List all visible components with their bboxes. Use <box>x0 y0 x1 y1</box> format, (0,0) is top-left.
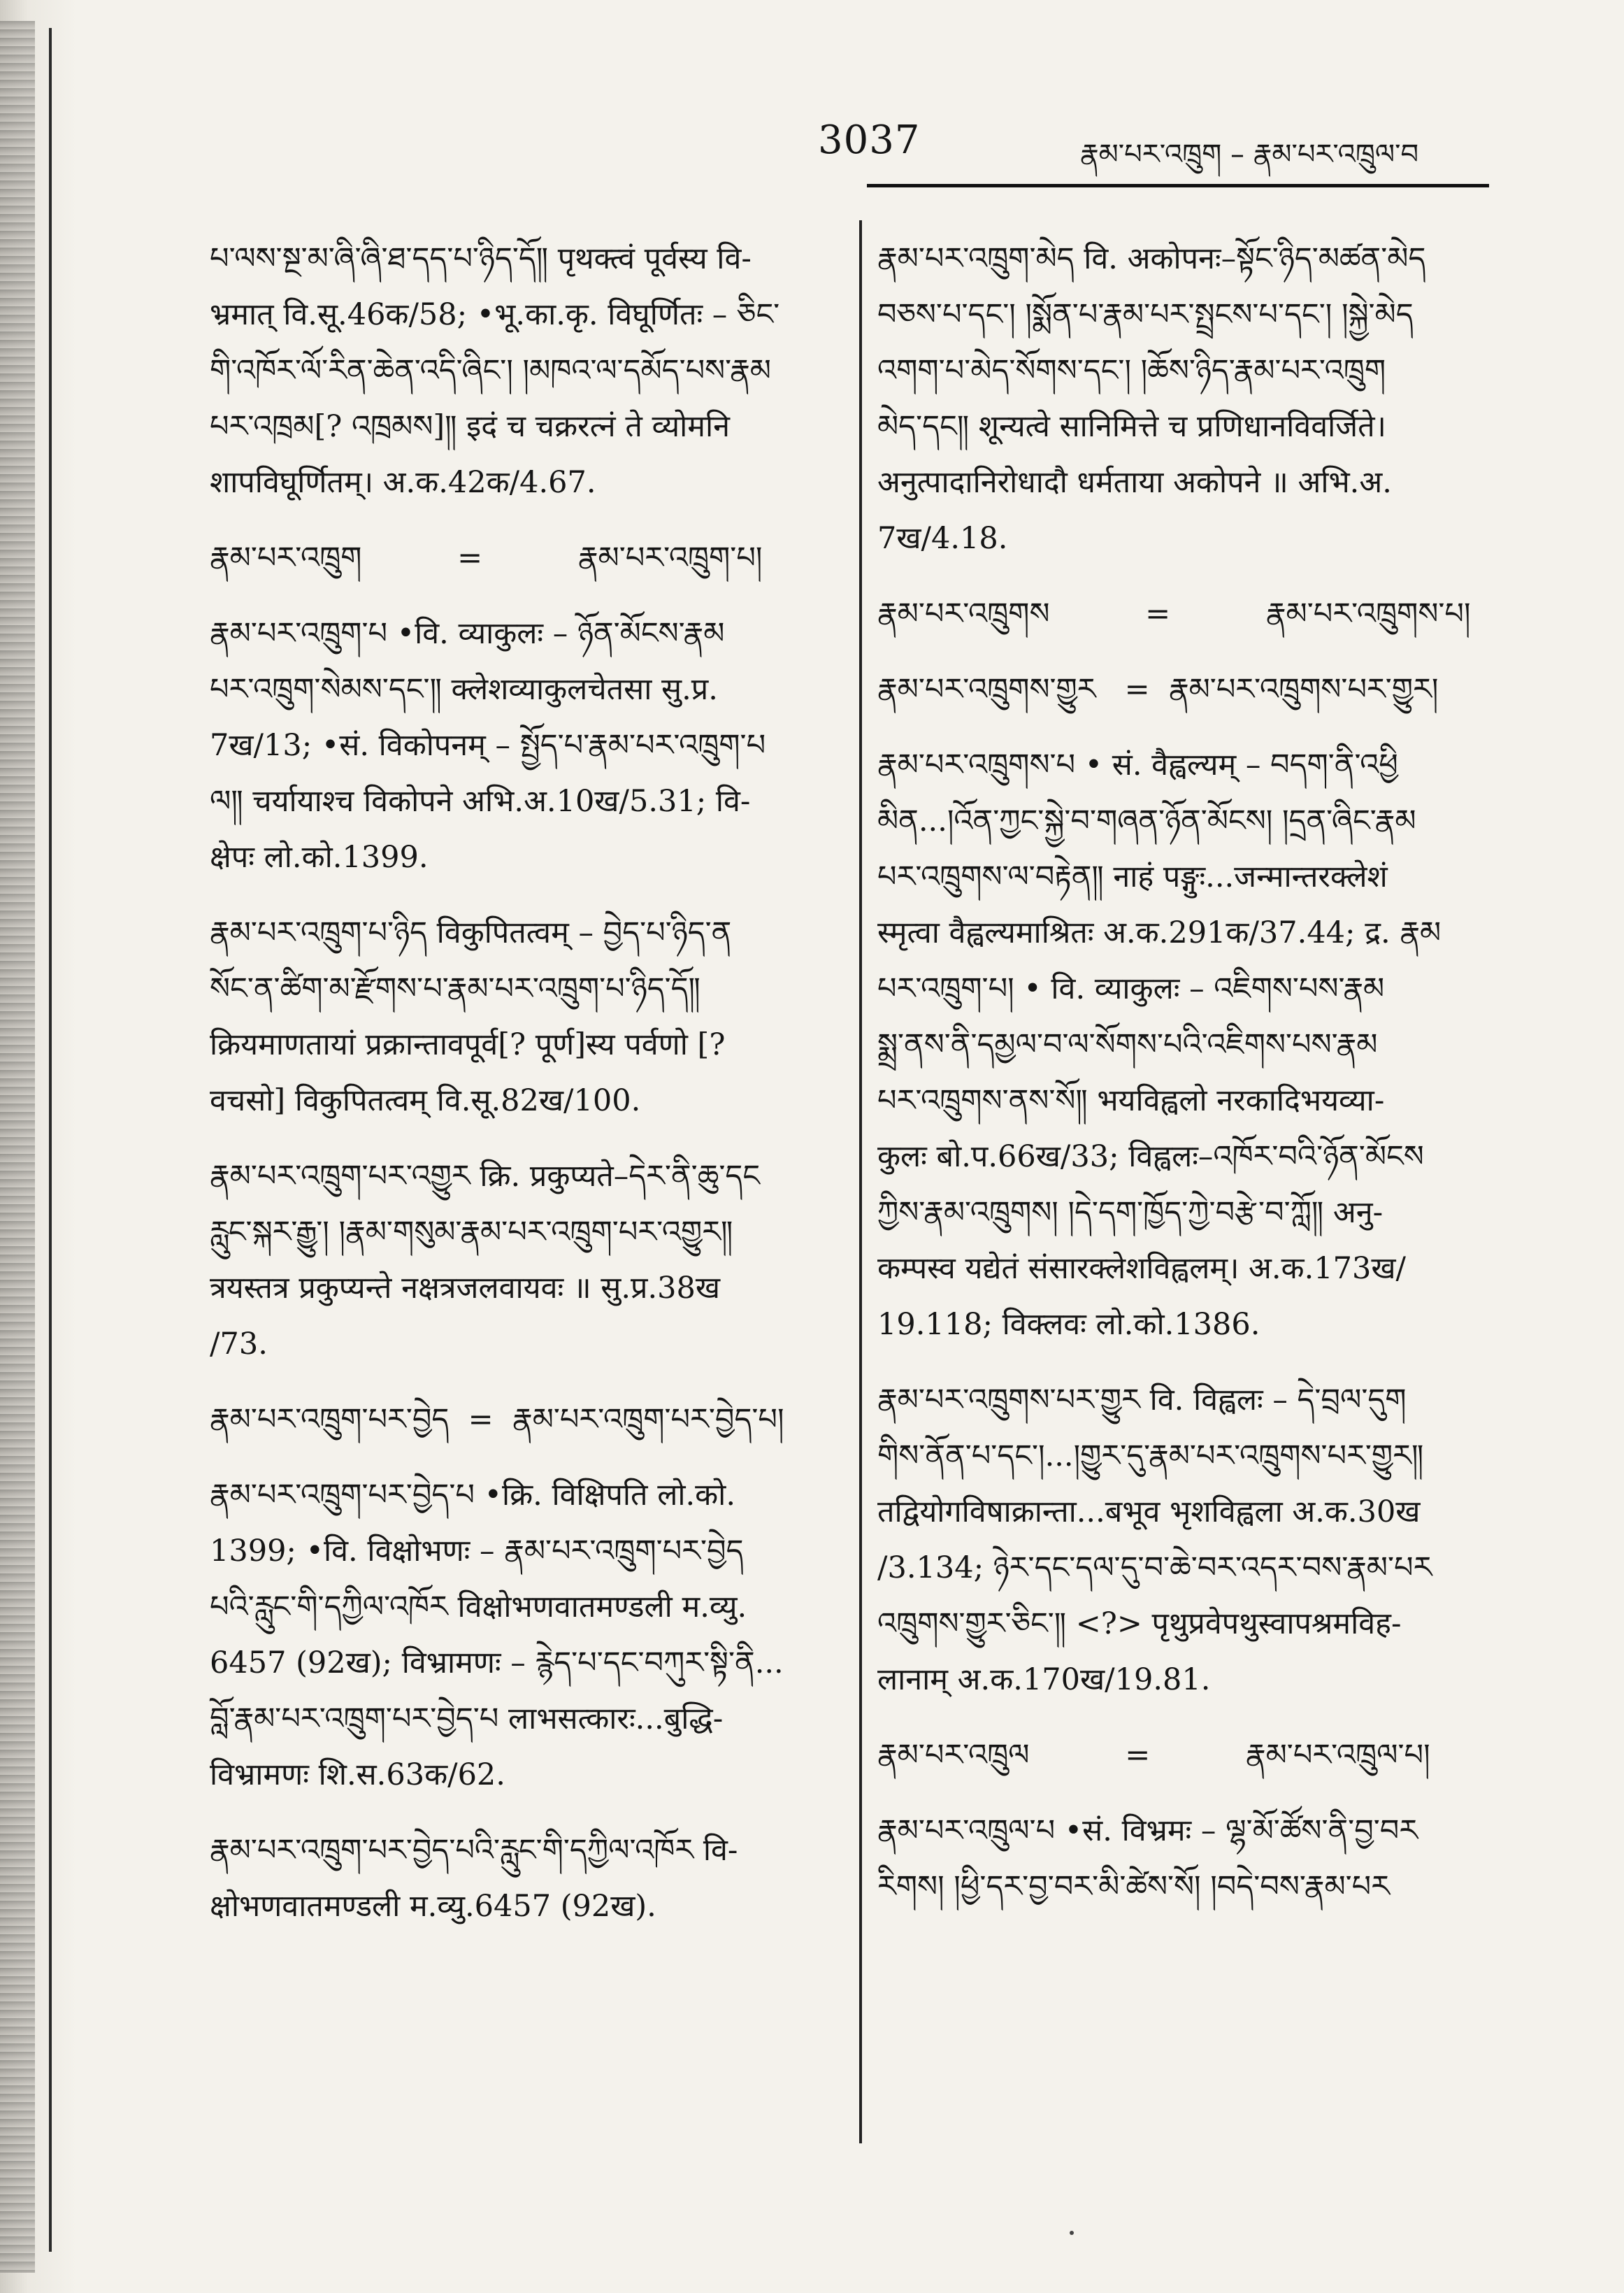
cross-reference-entry: རྣམ་པར་འཁྲུག = རྣམ་པར་འཁྲུག་པ། <box>210 541 763 576</box>
left-column <box>210 231 825 1954</box>
dictionary-entry: རྣམ་པར་འཁྲུགས་པ • सं. वैह्वल्यम् – བདག་ནི་འཕྱི མིན...།འོན་ཀྱང་སྐྱེ་བ་གཞན་ཉོན་མོངས། །དྲན་ཞིང་རྣམ པར་འཁྲུགས་ལ་བརྟེན༎ नाहं पङ्गुः...जन्मान्तरक्लेशं स्मृत्वा वैह्वल्यमाश्रितः अ.क.291क/37.44; द्र. རྣམ པར་འཁྲུག་པ། • वि. व्याकुलः – འཇིགས་པས་རྣམ སྨྲ་ནས་ནི་དམྱལ་བ་ལ་སོགས་པའི་འཇིགས་པས་རྣམ པར་འཁྲུགས་ནས་སོ༎ भयविह्वलो नरकादिभयव्या- कुलः बो.प.66ख/33; विह्वलः–འཁོར་བའི་ཉོན་མོངས ཀྱིས་རྣམ་འཁྲུགས། །དེ་དག་ཁྱོད་ཀྱེ་བརྩེ་བ་ཀློ༎ अनु- कम्पस्व यद्येतं संसारक्लेशविह्वलम्। अ.क.173ख/ 19.118; विक्लवः लो.को.1386. <box>877 748 1442 1342</box>
cross-reference-entry: རྣམ་པར་འཁྲུགས = རྣམ་པར་འཁྲུགས་པ། <box>877 597 1471 631</box>
dictionary-entry: རྣམ་པར་འཁྲུག་མེད वि. अकोपनः–སྟོང་ཉིད་མཚན་མེད བཅས་པ་དང་། །སྨོན་པ་རྣམ་པར་སྤྲངས་པ་དང་། །སྐྱེ་མེད འགག་པ་མེད་སོགས་དང་། །ཆོས་ཉིད་རྣམ་པར་འཁྲུག མེད་དང༎ शून्यत्वे सानिमित्ते च प्रणिधानविवर्जिते। अनुत्पादानिरोधादौ धर्मताया अकोपने ॥ अभि.अ. 7ख/4.18. <box>877 241 1426 556</box>
right-column <box>877 231 1493 1934</box>
book-binding-edge <box>0 0 84 2293</box>
dictionary-entry: རྣམ་པར་འཁྲུག་པར་འགྱུར क्रि. प्रकुप्यते–དེར་ནི་ཆུ་དང རླུང་སྐར་རྒྱུ་། །རྣམ་གསུམ་རྣམ་པར་འཁྲུག་པར་འགྱུར༎ त्रयस्तत्र प्रकुप्यन्ते नक्षत्रजलवायवः ॥ सु.प्र.38ख /73. <box>210 1159 761 1362</box>
stray-mark <box>1070 2231 1074 2235</box>
binding-shadow <box>0 21 35 2273</box>
page-number: 3037 <box>818 117 921 163</box>
running-head: རྣམ་པར་འཁྲུག – རྣམ་པར་འཁྲུལ་བ <box>1080 138 1419 171</box>
dictionary-entry: རྣམ་པར་འཁྲུག་པར་བྱེད་པའི་རླུང་གི་དཀྱིལ་འཁོར वि- क्षोभणवातमण्डली म.व्यु.6457 (92ख). <box>210 1833 738 1924</box>
dictionary-entry: རྣམ་པར་འཁྲུགས་པར་གྱུར वि. विह्वलः – དེ་བྲལ་དུག གིས་ནོན་པ་དང་།...།གྱུར་དུ་རྣམ་པར་འཁྲུགས་པར་གྱུར༎ तद्वियोगविषाक्रान्ता...बभूव भृशविह्वला अ.क.30ख /3.134; ཉེར་དང་དལ་དུ་བ་ཆེ་བར་འདར་བས་རྣམ་པར འཁྲུགས་གྱུར་ཅིང་༎ <?> पृथुप्रवेपथुस्वापश्रमविह- लानाम् अ.क.170ख/19.81. <box>877 1383 1432 1697</box>
dictionary-entry: པ་ལས་སྔ་མ་ཞི་ཞི་ཐ་དད་པ་ཉིད་དོ༎ पृथक्त्वं पूर्वस्य वि- भ्रमात् वि.सू.46क/58; •भू.का.कृ. विघूर्णितः – ཅིང་ གི་འཁོར་ལོ་རིན་ཆེན་འདི་ཞིང་། །མཁའ་ལ་དམོད་པས་རྣམ པར་འཁྲམ[? འཁྲམས]༎ इदं च चक्ररत्नं ते व्योमनि शापविघूर्णितम्। अ.क.42क/4.67. <box>210 241 780 500</box>
header-rule <box>867 184 1489 187</box>
dictionary-entry: རྣམ་པར་འཁྲུག་པ་ཉིད विकुपितत्वम् – བྱེད་པ་ཉིད་ན སོང་ན་ཚིག་མ་རྫོགས་པ་རྣམ་པར་འཁྲུག་པ་ཉིད་དོ༎ क्रियमाणतायां प्रक्रान्तावपूर्व[? पूर्ण]स्य पर्वणो [? वचसो] विकुपितत्वम् वि.सू.82ख/100. <box>210 915 732 1118</box>
column-divider <box>859 220 862 2143</box>
binding-line <box>49 28 52 2252</box>
dictionary-entry: རྣམ་པར་འཁྲུག་པ •वि. व्याकुलः – ཉོན་མོངས་རྣམ པར་འཁྲུག་སེམས་དང་༎ क्लेशव्याकुलचेतसा सु.प्र. 7ख/13; •सं. विकोपनम् – སྤྱོད་པ་རྣམ་པར་འཁྲུག་པ ལ༎ चर्यायाश्च विकोपने अभि.अ.10ख/5.31; वि- क्षेपः लो.को.1399. <box>210 616 766 875</box>
dictionary-entry: རྣམ་པར་འཁྲུལ་པ •सं. विभ्रमः – ལྷ་མོ་ཚོས་ནི་བྱ་བར རིགས། །ཕྱི་དར་བྱ་བར་མི་ཚེས་སོ། །བདེ་བས་རྣམ་པར <box>877 1813 1418 1904</box>
cross-reference-entry: རྣམ་པར་འཁྲུགས་གྱུར = རྣམ་པར་འཁྲུགས་པར་གྱུར། <box>877 672 1439 707</box>
dictionary-entry: རྣམ་པར་འཁྲུག་པར་བྱེད་པ •क्रि. विक्षिपति लो.को. 1399; •वि. विक्षोभणः – རྣམ་པར་འཁྲུག་པར་བྱེད པའི་རླུང་གི་དཀྱིལ་འཁོར विक्षोभणवातमण्डली म.व्यु. 6457 (92ख); विभ्रामणः – རྙེད་པ་དང་བཀུར་སྟི་ནི... བློ་རྣམ་པར་འཁྲུག་པར་བྱེད་པ लाभसत्कारः...बुद्धि- विभ्रामणः शि.स.63क/62. <box>210 1478 784 1792</box>
cross-reference-entry: རྣམ་པར་འཁྲུག་པར་བྱེད = རྣམ་པར་འཁྲུག་པར་བྱེད་པ། <box>210 1402 784 1437</box>
cross-reference-entry: རྣམ་པར་འཁྲུལ = རྣམ་པར་འཁྲུལ་པ། <box>877 1738 1430 1773</box>
